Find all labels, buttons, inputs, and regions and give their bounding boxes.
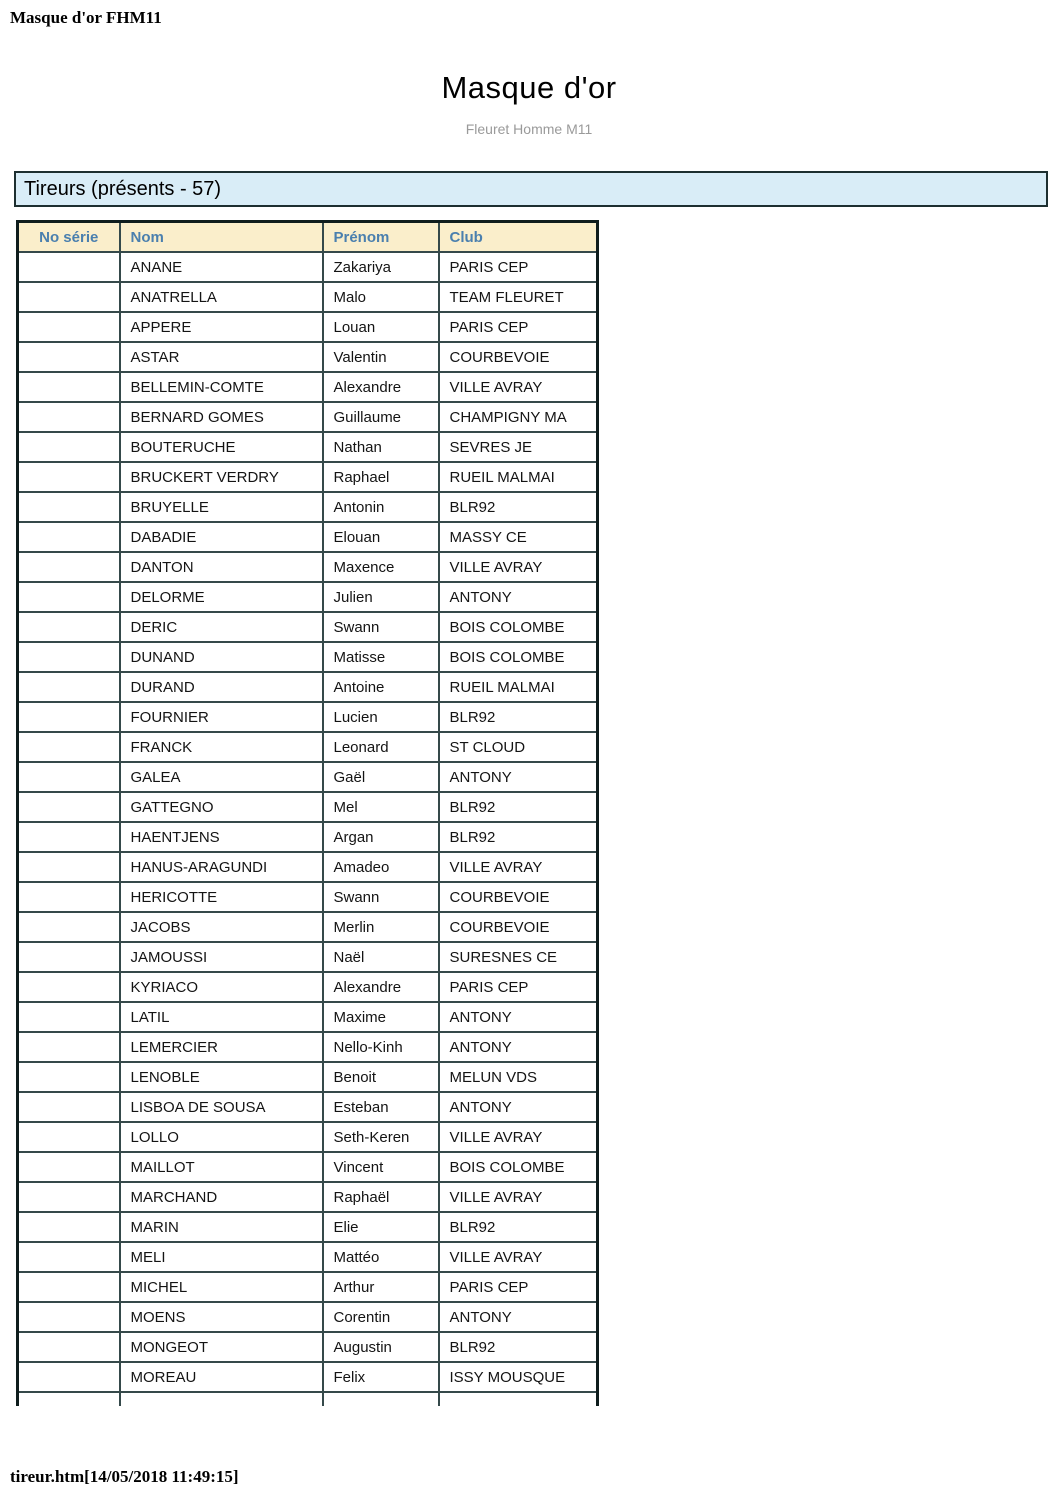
cell-prenom: Guillaume xyxy=(323,402,439,432)
cell-club: ISSY MOUSQUE xyxy=(439,1362,598,1392)
cell-prenom: Valentin xyxy=(323,342,439,372)
column-header-prenom: Prénom xyxy=(323,222,439,253)
cell-club: CHAMPIGNY MA xyxy=(439,402,598,432)
cell-no-serie xyxy=(18,312,120,342)
cell-no-serie xyxy=(18,1332,120,1362)
cell-club: SURESNES CE xyxy=(439,942,598,972)
cell-prenom: Leonard xyxy=(323,732,439,762)
cell-nom: MOENS xyxy=(120,1302,323,1332)
table-row xyxy=(18,1182,598,1212)
cell-no-serie xyxy=(18,1002,120,1032)
cell-nom: LENOBLE xyxy=(120,1062,323,1092)
table-row xyxy=(18,852,598,882)
cell-nom: BERNARD GOMES xyxy=(120,402,323,432)
cell-nom: FOURNIER xyxy=(120,702,323,732)
cell-no-serie xyxy=(18,762,120,792)
table-row xyxy=(18,1272,598,1302)
cell-nom: MOREAU xyxy=(120,1362,323,1392)
cell-club: VILLE AVRAY xyxy=(439,1242,598,1272)
cell-prenom: Alexandre xyxy=(323,972,439,1002)
cell-nom: DURAND xyxy=(120,672,323,702)
cell-nom: KYRIACO xyxy=(120,972,323,1002)
table-row xyxy=(18,372,598,402)
table-row xyxy=(18,1122,598,1152)
cell-club: PARIS CEP xyxy=(439,252,598,282)
cell-nom: DERIC xyxy=(120,612,323,642)
cell-nom: HANUS-ARAGUNDI xyxy=(120,852,323,882)
cell-club: BOIS COLOMBE xyxy=(439,1152,598,1182)
cell-club: RUEIL MALMAI xyxy=(439,672,598,702)
table-body xyxy=(18,252,598,1406)
cell-no-serie xyxy=(18,552,120,582)
cell-no-serie xyxy=(18,1152,120,1182)
cell-prenom: Arthur xyxy=(323,1272,439,1302)
cell-nom: MARCHAND xyxy=(120,1182,323,1212)
column-header-nom: Nom xyxy=(120,222,323,253)
cell-club: RUEIL MALMAI xyxy=(439,462,598,492)
cell-prenom: Seth-Keren xyxy=(323,1122,439,1152)
cell-club: PARIS CEP xyxy=(439,1272,598,1302)
cell-nom xyxy=(120,1392,323,1406)
cell-club: SEVRES JE xyxy=(439,432,598,462)
cell-prenom: Nathan xyxy=(323,432,439,462)
cell-no-serie xyxy=(18,1362,120,1392)
table-row xyxy=(18,702,598,732)
cell-nom: HAENTJENS xyxy=(120,822,323,852)
cell-no-serie xyxy=(18,1272,120,1302)
cell-no-serie xyxy=(18,642,120,672)
cell-club: ST CLOUD xyxy=(439,732,598,762)
cell-no-serie xyxy=(18,882,120,912)
cell-prenom: Felix xyxy=(323,1362,439,1392)
cell-prenom xyxy=(323,1392,439,1406)
cell-club: BLR92 xyxy=(439,702,598,732)
print-header: Masque d'or FHM11 xyxy=(10,8,162,27)
cell-club: VILLE AVRAY xyxy=(439,1122,598,1152)
cell-no-serie xyxy=(18,612,120,642)
section-banner xyxy=(14,171,1048,207)
cell-nom: DELORME xyxy=(120,582,323,612)
cell-prenom: Julien xyxy=(323,582,439,612)
table-header xyxy=(18,222,598,253)
cell-no-serie xyxy=(18,432,120,462)
cell-club: ANTONY xyxy=(439,1002,598,1032)
table-row xyxy=(18,342,598,372)
cell-prenom: Amadeo xyxy=(323,852,439,882)
cell-nom: JAMOUSSI xyxy=(120,942,323,972)
cell-club: BOIS COLOMBE xyxy=(439,642,598,672)
cell-no-serie xyxy=(18,942,120,972)
cell-no-serie xyxy=(18,702,120,732)
cell-prenom: Gaël xyxy=(323,762,439,792)
cell-nom: BOUTERUCHE xyxy=(120,432,323,462)
table-row xyxy=(18,912,598,942)
table-row xyxy=(18,672,598,702)
cell-club: ANTONY xyxy=(439,762,598,792)
cell-nom: DANTON xyxy=(120,552,323,582)
cell-no-serie xyxy=(18,1122,120,1152)
table-row xyxy=(18,822,598,852)
table-row xyxy=(18,1062,598,1092)
cell-prenom: Argan xyxy=(323,822,439,852)
cell-no-serie xyxy=(18,522,120,552)
cell-club: VILLE AVRAY xyxy=(439,852,598,882)
table-row xyxy=(18,282,598,312)
cell-prenom: Raphael xyxy=(323,462,439,492)
cell-club xyxy=(439,1392,598,1406)
section-title: Tireurs (présents - 57) xyxy=(24,177,222,200)
cell-no-serie xyxy=(18,732,120,762)
cell-club: COURBEVOIE xyxy=(439,342,598,372)
cell-club: PARIS CEP xyxy=(439,312,598,342)
cell-club: COURBEVOIE xyxy=(439,882,598,912)
table-row xyxy=(18,492,598,522)
table-row xyxy=(18,1002,598,1032)
cell-prenom: Naël xyxy=(323,942,439,972)
cell-no-serie xyxy=(18,282,120,312)
cell-club: TEAM FLEURET xyxy=(439,282,598,312)
cell-club: BLR92 xyxy=(439,792,598,822)
cell-club: ANTONY xyxy=(439,1302,598,1332)
cell-no-serie xyxy=(18,822,120,852)
cell-nom: LOLLO xyxy=(120,1122,323,1152)
cell-no-serie xyxy=(18,792,120,822)
cell-no-serie xyxy=(18,372,120,402)
table-row xyxy=(18,582,598,612)
table-row xyxy=(18,762,598,792)
table-row xyxy=(18,522,598,552)
table-row xyxy=(18,1152,598,1182)
cell-no-serie xyxy=(18,1182,120,1212)
cell-nom: MELI xyxy=(120,1242,323,1272)
cell-no-serie xyxy=(18,1032,120,1062)
cell-prenom: Elouan xyxy=(323,522,439,552)
cell-prenom: Mattéo xyxy=(323,1242,439,1272)
cell-nom: DUNAND xyxy=(120,642,323,672)
table-row xyxy=(18,1092,598,1122)
cell-nom: LISBOA DE SOUSA xyxy=(120,1092,323,1122)
cell-prenom: Swann xyxy=(323,882,439,912)
cell-prenom: Raphaël xyxy=(323,1182,439,1212)
cell-no-serie xyxy=(18,912,120,942)
cell-nom: MAILLOT xyxy=(120,1152,323,1182)
cell-nom: MARIN xyxy=(120,1212,323,1242)
column-header-club: Club xyxy=(439,222,598,253)
cell-no-serie xyxy=(18,462,120,492)
cell-nom: BELLEMIN-COMTE xyxy=(120,372,323,402)
table-row xyxy=(18,1032,598,1062)
cell-prenom: Corentin xyxy=(323,1302,439,1332)
cell-club: BLR92 xyxy=(439,822,598,852)
table-row xyxy=(18,1212,598,1242)
cell-nom: ASTAR xyxy=(120,342,323,372)
cell-club: COURBEVOIE xyxy=(439,912,598,942)
table-row xyxy=(18,462,598,492)
cell-no-serie xyxy=(18,672,120,702)
cell-no-serie xyxy=(18,492,120,522)
cell-club: ANTONY xyxy=(439,582,598,612)
cell-prenom: Mel xyxy=(323,792,439,822)
cell-prenom: Swann xyxy=(323,612,439,642)
cell-no-serie xyxy=(18,1062,120,1092)
cell-nom: LATIL xyxy=(120,1002,323,1032)
table-row xyxy=(18,942,598,972)
cell-prenom: Lucien xyxy=(323,702,439,732)
cell-prenom: Augustin xyxy=(323,1332,439,1362)
table-row xyxy=(18,1332,598,1362)
cell-club: ANTONY xyxy=(439,1032,598,1062)
cell-prenom: Benoit xyxy=(323,1062,439,1092)
cell-club: BLR92 xyxy=(439,1212,598,1242)
cell-prenom: Louan xyxy=(323,312,439,342)
table-row xyxy=(18,792,598,822)
table-row xyxy=(18,972,598,1002)
cell-no-serie xyxy=(18,852,120,882)
cell-club: ANTONY xyxy=(439,1092,598,1122)
cell-no-serie xyxy=(18,582,120,612)
tireurs-table xyxy=(16,220,599,1406)
cell-prenom: Maxime xyxy=(323,1002,439,1032)
cell-prenom: Vincent xyxy=(323,1152,439,1182)
cell-club: BLR92 xyxy=(439,1332,598,1362)
cell-nom: ANANE xyxy=(120,252,323,282)
cell-no-serie xyxy=(18,342,120,372)
table-row xyxy=(18,732,598,762)
cell-prenom: Alexandre xyxy=(323,372,439,402)
cell-nom: MICHEL xyxy=(120,1272,323,1302)
cell-nom: BRUYELLE xyxy=(120,492,323,522)
table-row xyxy=(18,1242,598,1272)
cell-club: VILLE AVRAY xyxy=(439,552,598,582)
cell-club: MELUN VDS xyxy=(439,1062,598,1092)
cell-nom: BRUCKERT VERDRY xyxy=(120,462,323,492)
cell-no-serie xyxy=(18,972,120,1002)
cell-no-serie xyxy=(18,252,120,282)
table-row xyxy=(18,252,598,282)
table-row-cutoff-empty xyxy=(18,1392,598,1406)
cell-club: BOIS COLOMBE xyxy=(439,612,598,642)
cell-no-serie xyxy=(18,402,120,432)
table-row xyxy=(18,642,598,672)
cell-club: VILLE AVRAY xyxy=(439,1182,598,1212)
cell-nom: GATTEGNO xyxy=(120,792,323,822)
cell-nom: GALEA xyxy=(120,762,323,792)
cell-nom: APPERE xyxy=(120,312,323,342)
cell-prenom: Zakariya xyxy=(323,252,439,282)
table-header-row xyxy=(18,222,598,253)
cell-nom: JACOBS xyxy=(120,912,323,942)
cell-nom: FRANCK xyxy=(120,732,323,762)
cell-prenom: Matisse xyxy=(323,642,439,672)
cell-no-serie xyxy=(18,1242,120,1272)
cell-no-serie xyxy=(18,1092,120,1122)
table-row xyxy=(18,1362,598,1392)
page-subtitle: Fleuret Homme M11 xyxy=(465,121,593,137)
cell-nom: HERICOTTE xyxy=(120,882,323,912)
cell-club: MASSY CE xyxy=(439,522,598,552)
cell-prenom: Merlin xyxy=(323,912,439,942)
cell-club: VILLE AVRAY xyxy=(439,372,598,402)
table-row xyxy=(18,432,598,462)
cell-no-serie xyxy=(18,1302,120,1332)
cell-prenom: Maxence xyxy=(323,552,439,582)
cell-prenom: Malo xyxy=(323,282,439,312)
cell-prenom: Nello-Kinh xyxy=(323,1032,439,1062)
cell-prenom: Elie xyxy=(323,1212,439,1242)
print-footer: tireur.htm[14/05/2018 11:49:15] xyxy=(10,1467,239,1486)
cell-no-serie xyxy=(18,1392,120,1406)
table-row xyxy=(18,402,598,432)
table-row xyxy=(18,612,598,642)
table-row xyxy=(18,552,598,582)
cell-nom: DABADIE xyxy=(120,522,323,552)
cell-club: BLR92 xyxy=(439,492,598,522)
cell-nom: MONGEOT xyxy=(120,1332,323,1362)
table-row xyxy=(18,882,598,912)
cell-prenom: Antonin xyxy=(323,492,439,522)
cell-prenom: Esteban xyxy=(323,1092,439,1122)
cell-prenom: Antoine xyxy=(323,672,439,702)
page-title: Masque d'or xyxy=(441,70,617,105)
cell-club: PARIS CEP xyxy=(439,972,598,1002)
table-row xyxy=(18,1302,598,1332)
column-header-no-serie: No série xyxy=(18,222,120,253)
cell-no-serie xyxy=(18,1212,120,1242)
cell-nom: LEMERCIER xyxy=(120,1032,323,1062)
table-row xyxy=(18,312,598,342)
cell-nom: ANATRELLA xyxy=(120,282,323,312)
